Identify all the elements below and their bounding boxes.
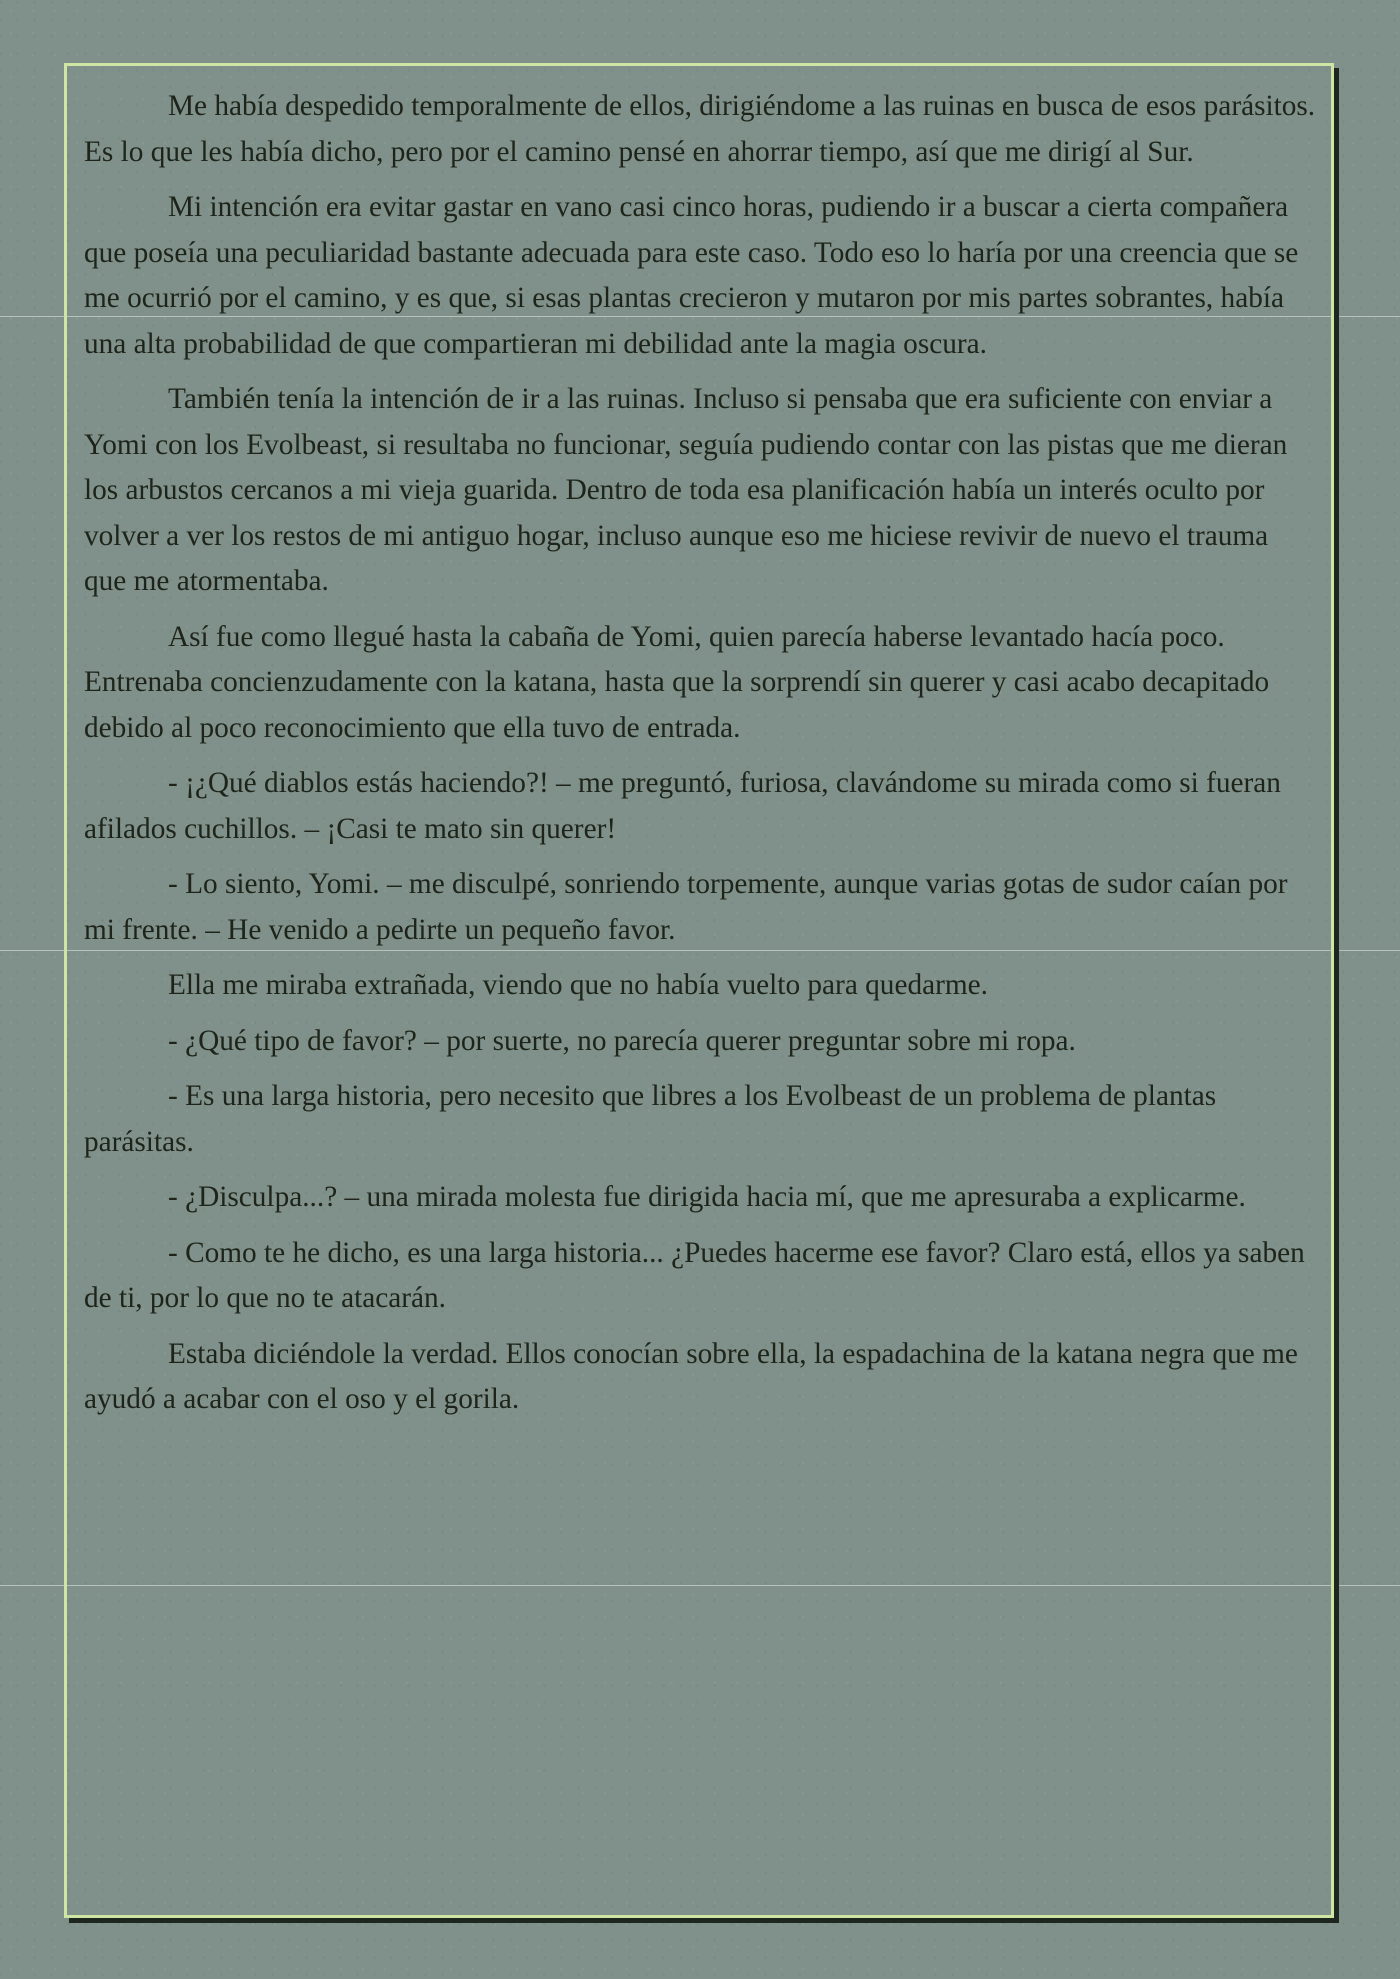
paragraph: Me había despedido temporalmente de ellos, dirigiéndome a las ruinas en busca de esos parásitos. Es lo que les había dicho, pero por el camino pensé en ahorrar tiempo, así que me dirigí al Sur. [84,90,1316,168]
paragraph: También tenía la intención de ir a las ruinas. Incluso si pensaba que era suficiente con enviar a Yomi con los Evolbeast, si resultaba no funcionar, seguía pudiendo contar con las pistas que me dieran los arbustos cercanos a mi vieja guarida. Dentro de toda esa planificación había un interés oculto por volver a ver los restos de mi antiguo hogar, incluso aunque eso me hiciese revivir de nuevo el trauma que me atormentaba. [84,383,1288,597]
paragraph: Mi intención era evitar gastar en vano casi cinco horas, pudiendo ir a buscar a cierta compañera que poseía una peculiaridad bastante adecuada para este caso. Todo eso lo haría por una creencia que se me ocurrió por el camino, y es que, si esas plantas crecieron y mutaron por mis partes sobrantes, había una alta probabilidad de que compartieran mi debilidad ante la magia oscura. [84,191,1299,360]
paragraph: Estaba diciéndole la verdad. Ellos conocían sobre ella, la espadachina de la katana negra que me ayudó a acabar con el oso y el gorila. [84,1337,1298,1415]
dialogue-line: - ¡¿Qué diablos estás haciendo?! – me preguntó, furiosa, clavándome su mirada como si fueran afilados cuchillos. – ¡Casi te mato sin querer! [84,767,1281,845]
text-column [84,84,1316,1433]
dialogue-line: - Es una larga historia, pero necesito que libres a los Evolbeast de un problema de plantas parásitas. [84,1080,1217,1158]
paragraph: Así fue como llegué hasta la cabaña de Yomi, quien parecía haberse levantado hacía poco. Entrenaba concienzudamente con la katana, hasta que la sorprendí sin querer y casi acabo decapitado debido al poco reconocimiento que ella tuvo de entrada. [84,620,1270,744]
dialogue-line: - Como te he dicho, es una larga historia... ¿Puedes hacerme ese favor? Claro está, ellos ya saben de ti, por lo que no te atacarán. [84,1236,1305,1314]
dialogue-line: - Lo siento, Yomi. – me disculpé, sonriendo torpemente, aunque varias gotas de sudor caían por mi frente. – He venido a pedirte un pequeño favor. [84,868,1288,946]
dialogue-line: - ¿Qué tipo de favor? – por suerte, no parecía querer preguntar sobre mi ropa. [168,1024,1076,1057]
dialogue-line: - ¿Disculpa...? – una mirada molesta fue dirigida hacia mí, que me apresuraba a explicarme. [168,1181,1246,1213]
paragraph: Ella me miraba extrañada, viendo que no había vuelto para quedarme. [168,969,988,1001]
